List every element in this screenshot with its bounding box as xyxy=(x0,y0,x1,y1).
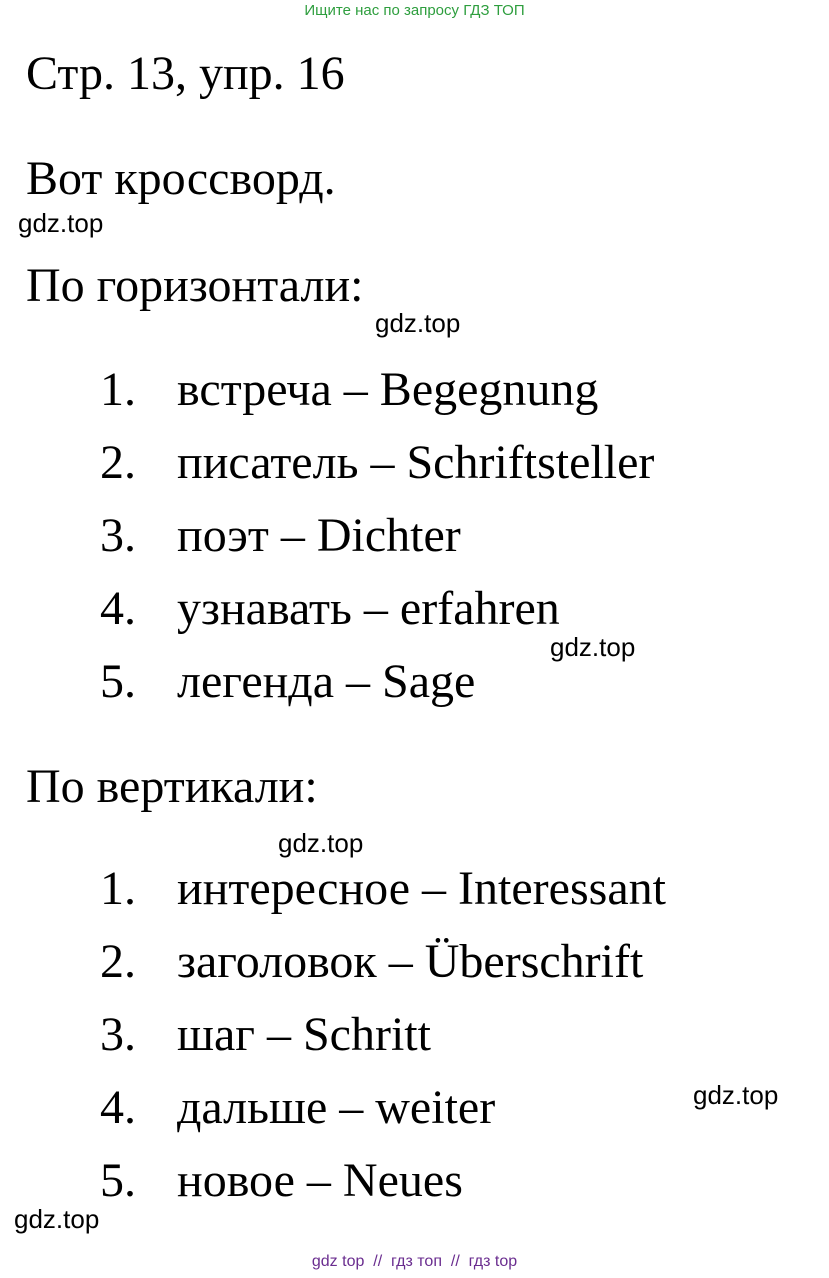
item-number: 5. xyxy=(100,655,136,708)
page-title: Стр. 13, упр. 16 xyxy=(26,47,345,100)
watermark: gdz.top xyxy=(278,828,364,858)
vertical-title: По вертикали: xyxy=(26,760,318,813)
item-text: заголовок – Überschrift xyxy=(177,935,644,988)
item-text: встреча – Begegnung xyxy=(177,363,599,416)
item-number: 4. xyxy=(100,1081,136,1134)
top-banner: Ищите нас по запросу ГДЗ ТОП xyxy=(304,2,525,19)
item-text: интересное – Interessant xyxy=(177,862,666,915)
item-text: дальше – weiter xyxy=(177,1081,496,1134)
item-number: 3. xyxy=(100,1008,136,1061)
item-text: легенда – Sage xyxy=(177,655,476,708)
item-number: 2. xyxy=(100,436,136,489)
item-text: узнавать – erfahren xyxy=(177,582,560,635)
item-number: 1. xyxy=(100,862,136,915)
intro-text: Вот кроссворд. xyxy=(26,152,336,205)
watermark: gdz.top xyxy=(550,632,636,662)
watermark: gdz.top xyxy=(375,308,461,338)
footer-links: gdz top // гдз топ // гдз top xyxy=(311,1253,518,1270)
item-number: 2. xyxy=(100,935,136,988)
watermark: gdz.top xyxy=(14,1204,100,1234)
watermark: gdz.top xyxy=(693,1080,779,1110)
item-text: новое – Neues xyxy=(177,1154,463,1207)
item-number: 5. xyxy=(100,1154,136,1207)
item-number: 1. xyxy=(100,363,136,416)
horizontal-title: По горизонтали: xyxy=(26,259,364,312)
item-number: 4. xyxy=(100,582,136,635)
item-text: писатель – Schriftsteller xyxy=(177,436,655,489)
item-number: 3. xyxy=(100,509,136,562)
item-text: шаг – Schritt xyxy=(177,1008,431,1061)
item-text: поэт – Dichter xyxy=(177,509,461,562)
watermark: gdz.top xyxy=(18,208,104,238)
